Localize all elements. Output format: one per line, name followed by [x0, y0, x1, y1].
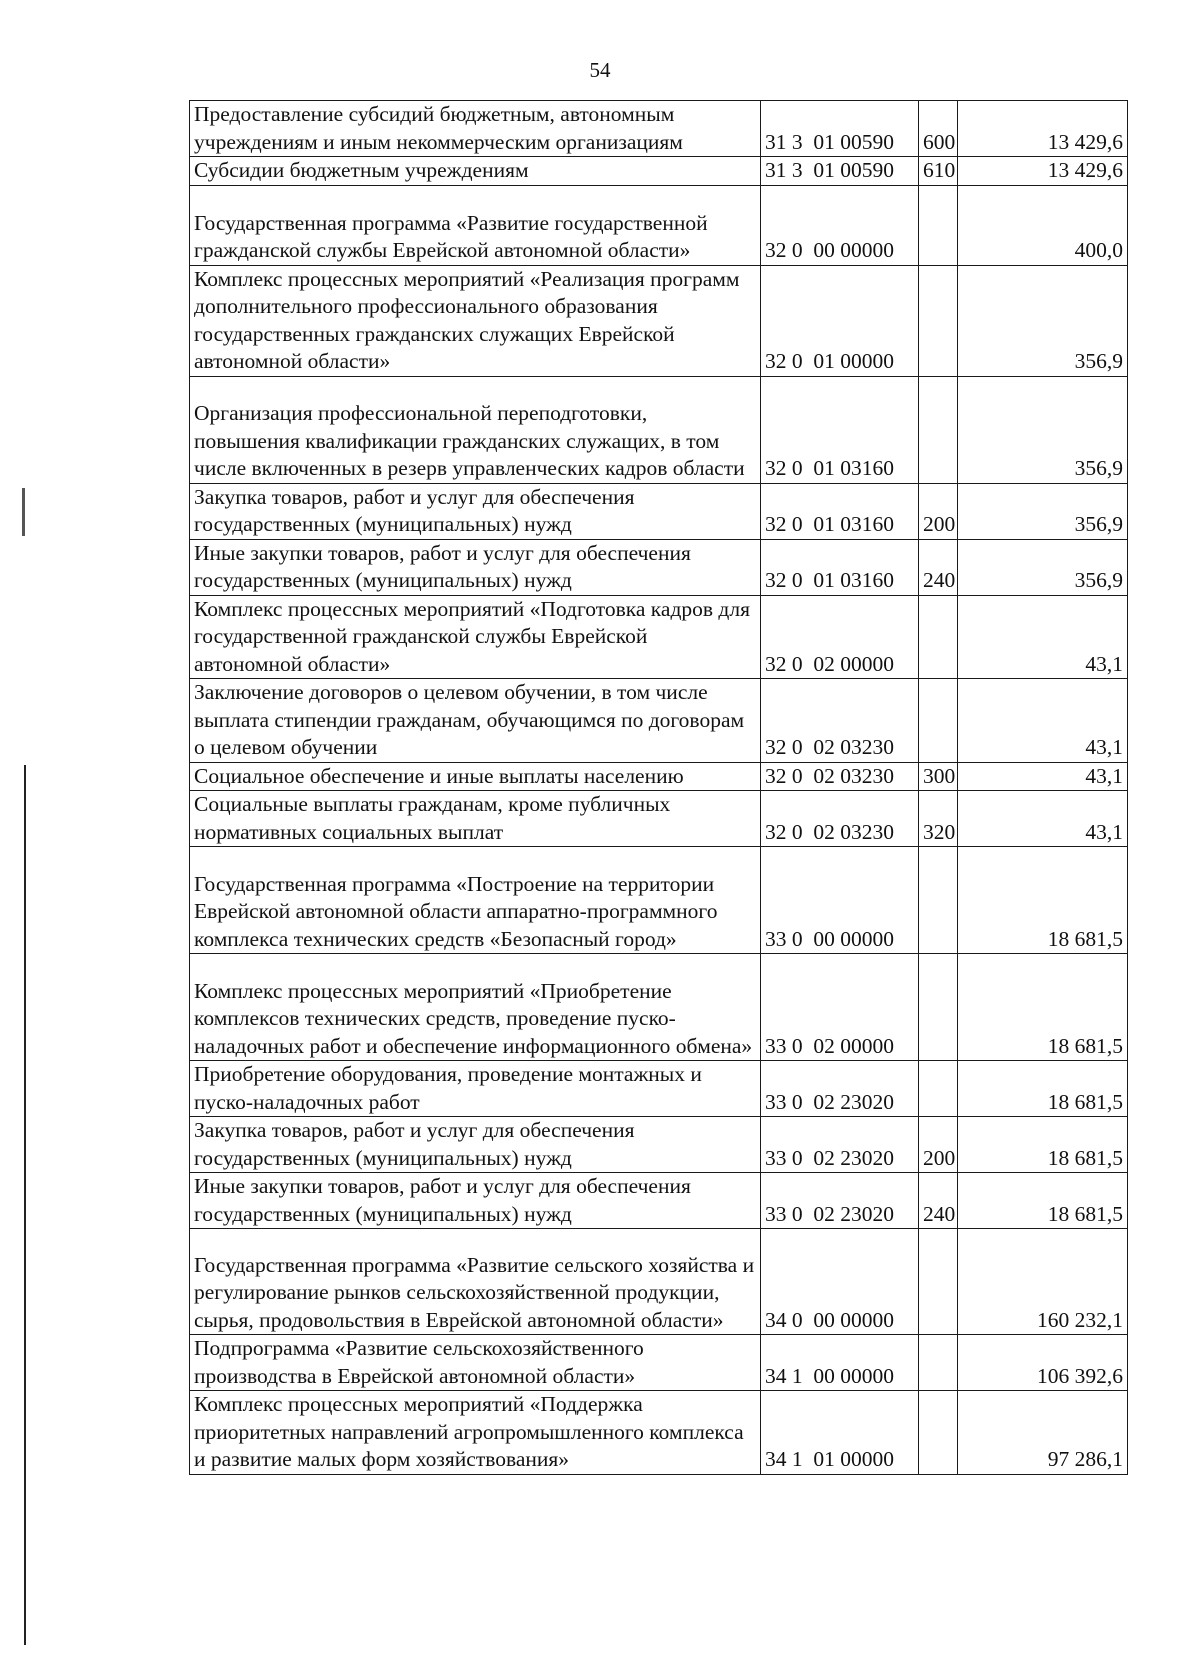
row-code: 33 0 00 00000 [761, 847, 919, 954]
row-name: Субсидии бюджетным учреждениям [190, 157, 761, 186]
table-row [190, 791, 1128, 847]
row-code: 34 0 00 00000 [761, 1229, 919, 1335]
budget-table [189, 100, 1128, 1475]
row-code: 32 0 02 03230 [761, 762, 919, 791]
scan-edge-line [24, 765, 26, 1645]
table-row [190, 157, 1128, 186]
row-name: Государственная программа «Развитие сельского хозяйства и регулирование рынков сельскохозяйственной продукции, сырья, продовольствия в Еврейской автономной области» [190, 1229, 761, 1335]
row-code: 32 0 02 03230 [761, 791, 919, 847]
row-name: Комплекс процессных мероприятий «Приобретение комплексов технических средств, проведение пуско-наладочных работ и обеспечение информационного обмена» [190, 954, 761, 1061]
row-amount: 18 681,5 [958, 847, 1128, 954]
row-expense-kind [919, 1335, 958, 1391]
row-amount: 356,9 [958, 483, 1128, 539]
row-name: Подпрограмма «Развитие сельскохозяйственного производства в Еврейской автономной области» [190, 1335, 761, 1391]
row-expense-kind [919, 1061, 958, 1117]
table-row [190, 101, 1128, 157]
row-amount: 356,9 [958, 376, 1128, 483]
row-code: 32 0 02 00000 [761, 595, 919, 679]
table-row [190, 679, 1128, 763]
row-name: Закупка товаров, работ и услуг для обеспечения государственных (муниципальных) нужд [190, 483, 761, 539]
row-expense-kind [919, 1391, 958, 1475]
row-expense-kind: 610 [919, 157, 958, 186]
row-amount: 43,1 [958, 791, 1128, 847]
row-code: 32 0 01 03160 [761, 483, 919, 539]
row-code: 33 0 02 23020 [761, 1061, 919, 1117]
row-name: Организация профессиональной переподготовки, повышения квалификации гражданских служащих, в том числе включенных в резерв управленческих кадров области [190, 376, 761, 483]
page-number: 54 [589, 58, 611, 82]
row-amount: 13 429,6 [958, 157, 1128, 186]
row-name: Комплекс процессных мероприятий «Реализация программ дополнительного профессионального образования государственных гражданских служащих Еврейской автономной области» [190, 265, 761, 376]
row-amount: 43,1 [958, 595, 1128, 679]
table-row [190, 483, 1128, 539]
table-row [190, 1229, 1128, 1335]
table-row [190, 376, 1128, 483]
row-expense-kind [919, 376, 958, 483]
row-name: Предоставление субсидий бюджетным, автономным учреждениям и иным некоммерческим организациям [190, 101, 761, 157]
row-expense-kind: 300 [919, 762, 958, 791]
row-amount: 400,0 [958, 185, 1128, 265]
row-amount: 13 429,6 [958, 101, 1128, 157]
row-expense-kind [919, 847, 958, 954]
row-expense-kind [919, 595, 958, 679]
row-name: Государственная программа «Построение на территории Еврейской автономной области аппаратно-программного комплекса технических средств «Безопасный город» [190, 847, 761, 954]
table-row [190, 185, 1128, 265]
row-code: 33 0 02 23020 [761, 1117, 919, 1173]
row-amount: 106 392,6 [958, 1335, 1128, 1391]
row-amount: 18 681,5 [958, 1117, 1128, 1173]
row-amount: 356,9 [958, 265, 1128, 376]
row-code: 32 0 00 00000 [761, 185, 919, 265]
row-amount: 160 232,1 [958, 1229, 1128, 1335]
row-name: Государственная программа «Развитие государственной гражданской службы Еврейской автономной области» [190, 185, 761, 265]
row-name: Комплекс процессных мероприятий «Поддержка приоритетных направлений агропромышленного комплекса и развитие малых форм хозяйствования» [190, 1391, 761, 1475]
row-name: Иные закупки товаров, работ и услуг для обеспечения государственных (муниципальных) нужд [190, 539, 761, 595]
table-row [190, 847, 1128, 954]
row-code: 32 0 01 03160 [761, 376, 919, 483]
row-expense-kind: 240 [919, 1173, 958, 1229]
row-amount: 18 681,5 [958, 1061, 1128, 1117]
row-code: 33 0 02 23020 [761, 1173, 919, 1229]
table-row [190, 1335, 1128, 1391]
row-expense-kind: 200 [919, 483, 958, 539]
row-code: 32 0 02 03230 [761, 679, 919, 763]
row-expense-kind [919, 185, 958, 265]
scan-edge-mark [22, 488, 25, 536]
row-expense-kind [919, 954, 958, 1061]
table-row [190, 1061, 1128, 1117]
table-row [190, 595, 1128, 679]
row-expense-kind: 600 [919, 101, 958, 157]
row-name: Заключение договоров о целевом обучении, в том числе выплата стипендии гражданам, обучающимся по договорам о целевом обучении [190, 679, 761, 763]
row-expense-kind: 240 [919, 539, 958, 595]
row-name: Социальное обеспечение и иные выплаты населению [190, 762, 761, 791]
row-expense-kind [919, 1229, 958, 1335]
table-row [190, 954, 1128, 1061]
row-code: 34 1 00 00000 [761, 1335, 919, 1391]
table-row [190, 1173, 1128, 1229]
row-expense-kind [919, 679, 958, 763]
row-amount: 18 681,5 [958, 954, 1128, 1061]
table-row [190, 265, 1128, 376]
row-code: 31 3 01 00590 [761, 157, 919, 186]
row-amount: 97 286,1 [958, 1391, 1128, 1475]
row-amount: 43,1 [958, 679, 1128, 763]
table-row [190, 1117, 1128, 1173]
row-amount: 356,9 [958, 539, 1128, 595]
row-name: Иные закупки товаров, работ и услуг для обеспечения государственных (муниципальных) нужд [190, 1173, 761, 1229]
row-code: 32 0 01 03160 [761, 539, 919, 595]
table-row [190, 762, 1128, 791]
row-name: Социальные выплаты гражданам, кроме публичных нормативных социальных выплат [190, 791, 761, 847]
row-expense-kind [919, 265, 958, 376]
row-name: Закупка товаров, работ и услуг для обеспечения государственных (муниципальных) нужд [190, 1117, 761, 1173]
row-name: Приобретение оборудования, проведение монтажных и пуско-наладочных работ [190, 1061, 761, 1117]
row-code: 32 0 01 00000 [761, 265, 919, 376]
table-row [190, 1391, 1128, 1475]
row-expense-kind: 200 [919, 1117, 958, 1173]
row-code: 34 1 01 00000 [761, 1391, 919, 1475]
table-row [190, 539, 1128, 595]
row-code: 31 3 01 00590 [761, 101, 919, 157]
row-name: Комплекс процессных мероприятий «Подготовка кадров для государственной гражданской службы Еврейской автономной области» [190, 595, 761, 679]
row-amount: 43,1 [958, 762, 1128, 791]
row-amount: 18 681,5 [958, 1173, 1128, 1229]
row-expense-kind: 320 [919, 791, 958, 847]
row-code: 33 0 02 00000 [761, 954, 919, 1061]
